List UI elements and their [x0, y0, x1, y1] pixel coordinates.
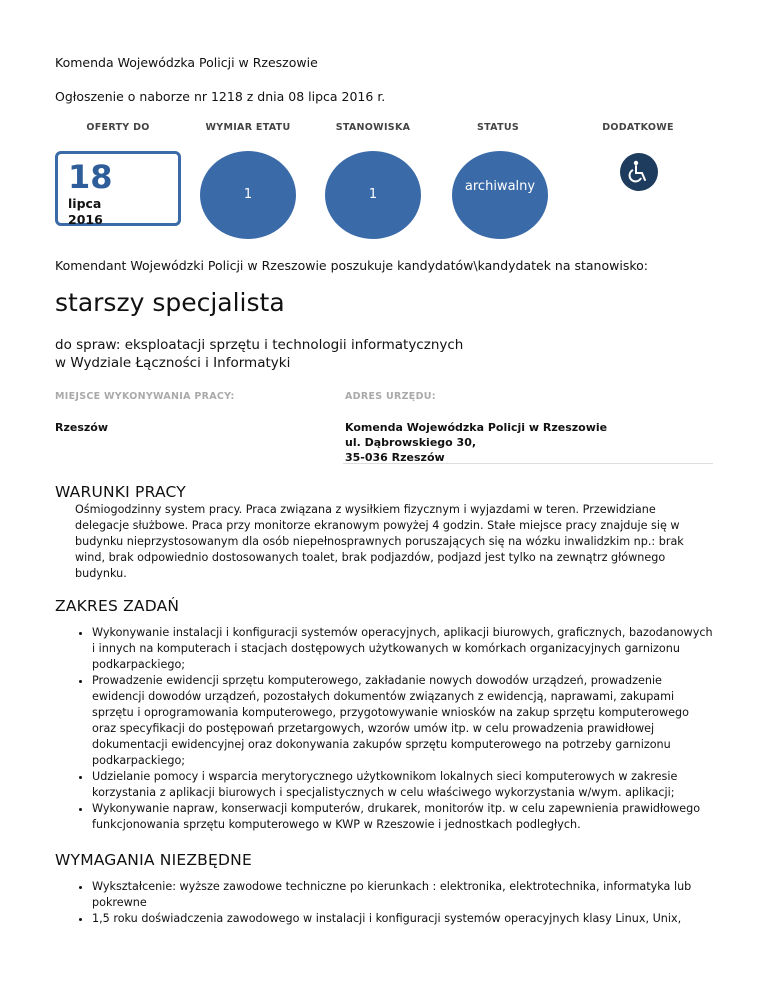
col-header-oferty: OFERTY DO	[86, 122, 150, 133]
col-header-status: STATUS	[476, 122, 520, 133]
position-department: do spraw: eksploatacji sprzętu i technologii informatycznych	[55, 337, 464, 353]
offer-date-box	[55, 151, 181, 226]
stanowiska-value: 1	[368, 187, 378, 202]
status-value: archiwalny	[464, 179, 536, 194]
offer-year: 2016	[68, 212, 103, 227]
section-title-zakres: ZAKRES ZADAŃ	[55, 597, 180, 615]
offer-day: 18	[68, 158, 113, 196]
divider	[343, 463, 713, 464]
list-item: • 1,5 roku doświadczenia zawodowego w instalacji i konfiguracji systemów operacyjnych klasy Linux, Unix,	[92, 911, 713, 927]
list-item: • Wykonywanie instalacji i konfiguracji systemów operacyjnych, aplikacji biurowych, graficznych, bazodanowych i innych na komputerach i stacjach dostępowych użytkowanych w komórkach organizacyjnych garnizonu podkarpackiego;	[92, 625, 713, 673]
col-header-dodatkowe: DODATKOWE	[602, 122, 674, 133]
warunki-text: Ośmiogodzinny system pracy. Praca związana z wysiłkiem fizycznym i wyjazdami w teren. Przewidziane delegacje służbowe. Praca przy monitorze ekranowym powyżej 4 godzin. Stałe miejsce pracy znajduje się w budynku nieprzystosowanym dla osób niepełnosprawnych poruszających się na wózku inwalidzkim np.: brak wind, brak odpowiednio dostosowanych toalet, brak podjazdów, podjazd jest tylko na zewnątrz głównego budynku.	[75, 503, 684, 580]
wymagania-list	[55, 879, 713, 927]
position-title: starszy specjalista	[55, 288, 285, 317]
list-item: • Udzielanie pomocy i wsparcia merytorycznego użytkownikom lokalnych sieci komputerowych w zakresie korzystania z aplikacji biurowych i specjalistycznych w celu właściwego wykorzystania w/wym. aplikacji;	[92, 769, 713, 801]
list-item: • Wykonywanie napraw, konserwacji komputerów, drukarek, monitorów itp. w celu zapewnienia prawidłowego funkcjonowania sprzętu komputerowego w KWP w Rzeszowie i jednostkach podległych.	[92, 801, 713, 833]
section-title-wymagania: WYMAGANIA NIEZBĘDNE	[55, 851, 252, 869]
offer-month-year	[68, 196, 103, 228]
lead-text: Komendant Wojewódzki Policji w Rzeszowie poszukuje kandydatów\kandydatek na stanowisko:	[55, 258, 648, 273]
list-item: • Prowadzenie ewidencji sprzętu komputerowego, zakładanie nowych dowodów urządzeń, prowadzenie ewidencji dowodów urządzeń, pozostałych dokumentów związanych z ewidencją, naprawami, zakupami sprzętu i oprogramowania komputerowego, przygotowywanie wniosków na zakup sprzętu komputerowego oraz specyfikacji do postępowań przetargowych, wzorów umów itp. w celu prowadzenia prawidłowej dokumentacji ewidencyjnej oraz dokonywania zakupów sprzętu komputerowego na potrzeby garnizonu podkarpackiego;	[92, 673, 713, 769]
col-header-stanowiska: STANOWISKA	[335, 122, 411, 133]
address-line: Komenda Wojewódzka Policji w Rzeszowie	[345, 421, 608, 434]
wheelchair-accessibility-icon	[620, 153, 658, 191]
position-subtitle	[55, 336, 463, 372]
stanowiska-circle	[325, 151, 421, 239]
wymiar-etatu-circle	[200, 151, 296, 239]
address-value	[345, 420, 607, 465]
list-item: • Wykształcenie: wyższe zawodowe techniczne po kierunkach : elektronika, elektrotechnika, informatyka lub pokrewne	[92, 879, 713, 911]
place-value: Rzeszów	[55, 421, 109, 434]
organization-name: Komenda Wojewódzka Policji w Rzeszowie	[55, 55, 318, 70]
status-circle	[452, 151, 548, 239]
place-label: MIEJSCE WYKONYWANIA PRACY:	[55, 391, 235, 402]
section-title-warunki: WARUNKI PRACY	[55, 483, 186, 501]
address-line: 35-036 Rzeszów	[345, 451, 445, 464]
offer-month: lipca	[68, 196, 102, 211]
wymiar-etatu-value: 1	[243, 187, 253, 202]
notice-title: Ogłoszenie o naborze nr 1218 z dnia 08 lipca 2016 r.	[55, 89, 386, 104]
address-line: ul. Dąbrowskiego 30,	[345, 436, 477, 449]
position-unit: w Wydziale Łączności i Informatyki	[55, 355, 291, 371]
address-label: ADRES URZĘDU:	[345, 391, 436, 402]
zakres-list	[55, 625, 713, 833]
col-header-wymiar: WYMIAR ETATU	[205, 122, 291, 133]
